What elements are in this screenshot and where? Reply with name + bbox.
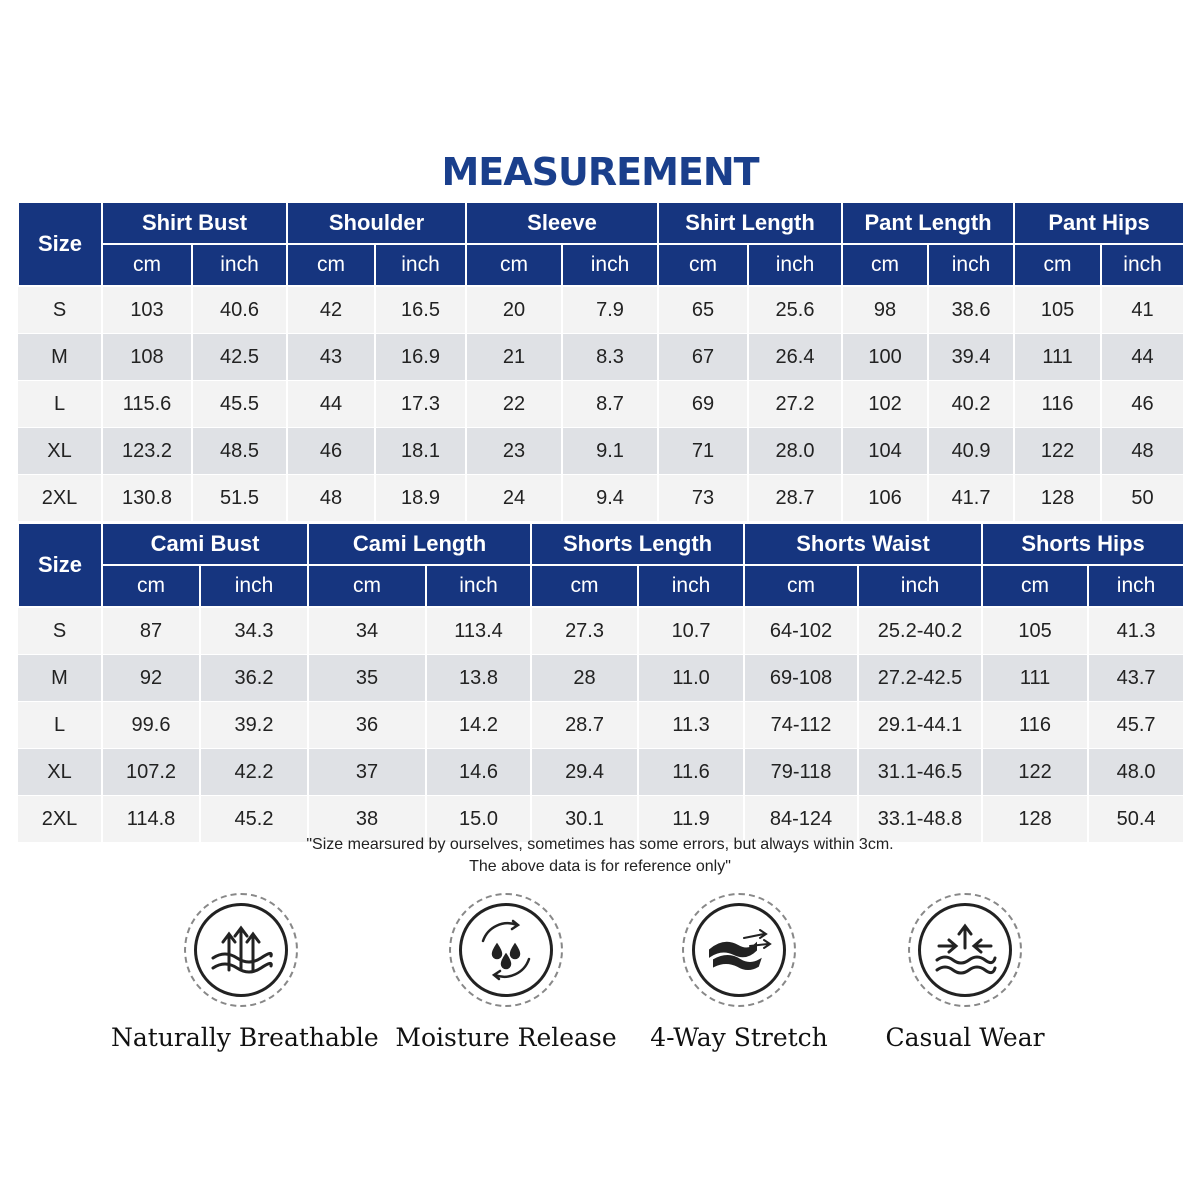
group-header: Cami Length <box>308 523 531 565</box>
table-row <box>18 702 1184 749</box>
value-cell: 48.0 <box>1088 749 1184 796</box>
breathable-icon <box>194 903 288 997</box>
value-cell: 92 <box>102 655 200 702</box>
unit-header-cm: cm <box>658 244 748 286</box>
table-row <box>18 607 1184 655</box>
feature-stretch <box>609 893 869 1052</box>
unit-header-cm: cm <box>982 565 1088 607</box>
feature-label: Moisture Release <box>395 1023 617 1052</box>
value-cell: 21 <box>466 334 562 381</box>
value-cell: 29.1-44.1 <box>858 702 982 749</box>
value-cell: 84-124 <box>744 796 858 843</box>
top-size-table <box>17 201 1185 522</box>
value-cell: 8.3 <box>562 334 658 381</box>
table-row <box>18 428 1184 475</box>
unit-header-inch: inch <box>1101 244 1184 286</box>
value-cell: 116 <box>982 702 1088 749</box>
value-cell: 34 <box>308 607 426 655</box>
unit-header-cm: cm <box>466 244 562 286</box>
size-header: Size <box>18 523 102 607</box>
value-cell: 28.7 <box>531 702 638 749</box>
value-cell: 73 <box>658 475 748 522</box>
value-cell: 69-108 <box>744 655 858 702</box>
group-header: Shirt Bust <box>102 202 287 244</box>
value-cell: 48 <box>1101 428 1184 475</box>
unit-header-cm: cm <box>102 565 200 607</box>
value-cell: 16.9 <box>375 334 466 381</box>
feature-moisture <box>376 893 636 1052</box>
value-cell: 107.2 <box>102 749 200 796</box>
value-cell: 40.9 <box>928 428 1014 475</box>
group-header: Shirt Length <box>658 202 842 244</box>
value-cell: 23 <box>466 428 562 475</box>
value-cell: 104 <box>842 428 928 475</box>
size-header: Size <box>18 202 102 286</box>
group-header: Shorts Length <box>531 523 744 565</box>
value-cell: 27.2-42.5 <box>858 655 982 702</box>
value-cell: 13.8 <box>426 655 531 702</box>
value-cell: 24 <box>466 475 562 522</box>
value-cell: 40.6 <box>192 286 287 334</box>
value-cell: 18.9 <box>375 475 466 522</box>
value-cell: 25.2-40.2 <box>858 607 982 655</box>
value-cell: 8.7 <box>562 381 658 428</box>
value-cell: 18.1 <box>375 428 466 475</box>
stretch-icon <box>692 903 786 997</box>
group-header: Pant Hips <box>1014 202 1184 244</box>
value-cell: 40.2 <box>928 381 1014 428</box>
value-cell: 48 <box>287 475 375 522</box>
value-cell: 105 <box>1014 286 1101 334</box>
page-title: MEASUREMENT <box>441 150 759 194</box>
value-cell: 98 <box>842 286 928 334</box>
feature-circle <box>449 893 563 1007</box>
value-cell: 28.7 <box>748 475 842 522</box>
value-cell: 45.2 <box>200 796 308 843</box>
value-cell: 41 <box>1101 286 1184 334</box>
unit-header-inch: inch <box>426 565 531 607</box>
value-cell: 44 <box>1101 334 1184 381</box>
value-cell: 42.2 <box>200 749 308 796</box>
unit-header-inch: inch <box>562 244 658 286</box>
value-cell: 14.2 <box>426 702 531 749</box>
unit-header-inch: inch <box>200 565 308 607</box>
unit-header-inch: inch <box>638 565 744 607</box>
group-header: Pant Length <box>842 202 1014 244</box>
value-cell: 17.3 <box>375 381 466 428</box>
size-cell: 2XL <box>18 475 102 522</box>
value-cell: 15.0 <box>426 796 531 843</box>
value-cell: 31.1-46.5 <box>858 749 982 796</box>
value-cell: 51.5 <box>192 475 287 522</box>
size-cell: L <box>18 702 102 749</box>
size-cell: S <box>18 607 102 655</box>
value-cell: 69 <box>658 381 748 428</box>
value-cell: 9.1 <box>562 428 658 475</box>
value-cell: 50 <box>1101 475 1184 522</box>
value-cell: 45.5 <box>192 381 287 428</box>
size-cell: M <box>18 334 102 381</box>
feature-circle <box>908 893 1022 1007</box>
feature-breathable <box>111 893 379 1052</box>
value-cell: 42.5 <box>192 334 287 381</box>
value-cell: 39.2 <box>200 702 308 749</box>
size-cell: M <box>18 655 102 702</box>
group-header: Shorts Waist <box>744 523 982 565</box>
value-cell: 39.4 <box>928 334 1014 381</box>
unit-header-cm: cm <box>842 244 928 286</box>
value-cell: 48.5 <box>192 428 287 475</box>
table-row <box>18 334 1184 381</box>
value-cell: 130.8 <box>102 475 192 522</box>
value-cell: 11.3 <box>638 702 744 749</box>
value-cell: 38 <box>308 796 426 843</box>
value-cell: 122 <box>1014 428 1101 475</box>
unit-header-inch: inch <box>748 244 842 286</box>
note-line-2: The above data is for reference only" <box>469 858 731 875</box>
value-cell: 44 <box>287 381 375 428</box>
value-cell: 35 <box>308 655 426 702</box>
table-row <box>18 655 1184 702</box>
unit-header-cm: cm <box>287 244 375 286</box>
value-cell: 30.1 <box>531 796 638 843</box>
value-cell: 105 <box>982 607 1088 655</box>
value-cell: 65 <box>658 286 748 334</box>
moisture-icon <box>459 903 553 997</box>
value-cell: 43 <box>287 334 375 381</box>
value-cell: 10.7 <box>638 607 744 655</box>
value-cell: 37 <box>308 749 426 796</box>
value-cell: 45.7 <box>1088 702 1184 749</box>
value-cell: 79-118 <box>744 749 858 796</box>
value-cell: 11.9 <box>638 796 744 843</box>
feature-circle <box>184 893 298 1007</box>
table-row <box>18 749 1184 796</box>
value-cell: 46 <box>287 428 375 475</box>
value-cell: 128 <box>1014 475 1101 522</box>
value-cell: 9.4 <box>562 475 658 522</box>
value-cell: 16.5 <box>375 286 466 334</box>
unit-header-inch: inch <box>858 565 982 607</box>
value-cell: 116 <box>1014 381 1101 428</box>
unit-header-inch: inch <box>1088 565 1184 607</box>
value-cell: 102 <box>842 381 928 428</box>
unit-header-cm: cm <box>531 565 638 607</box>
value-cell: 114.8 <box>102 796 200 843</box>
size-cell: XL <box>18 428 102 475</box>
value-cell: 100 <box>842 334 928 381</box>
value-cell: 46 <box>1101 381 1184 428</box>
value-cell: 38.6 <box>928 286 1014 334</box>
bottom-size-table <box>17 522 1185 843</box>
value-cell: 7.9 <box>562 286 658 334</box>
feature-label: Naturally Breathable <box>111 1023 379 1052</box>
value-cell: 11.6 <box>638 749 744 796</box>
unit-header-inch: inch <box>928 244 1014 286</box>
value-cell: 11.0 <box>638 655 744 702</box>
group-header: Shorts Hips <box>982 523 1184 565</box>
feature-label: 4-Way Stretch <box>650 1023 828 1052</box>
note-line-1: "Size mearsured by ourselves, sometimes has some errors, but always within 3cm. <box>306 836 894 853</box>
value-cell: 67 <box>658 334 748 381</box>
unit-header-inch: inch <box>375 244 466 286</box>
value-cell: 34.3 <box>200 607 308 655</box>
table-row <box>18 475 1184 522</box>
unit-header-cm: cm <box>744 565 858 607</box>
feature-circle <box>682 893 796 1007</box>
value-cell: 27.2 <box>748 381 842 428</box>
unit-header-cm: cm <box>102 244 192 286</box>
value-cell: 36.2 <box>200 655 308 702</box>
table-row <box>18 381 1184 428</box>
value-cell: 29.4 <box>531 749 638 796</box>
unit-header-cm: cm <box>1014 244 1101 286</box>
table-row <box>18 286 1184 334</box>
value-cell: 41.7 <box>928 475 1014 522</box>
value-cell: 22 <box>466 381 562 428</box>
group-header: Sleeve <box>466 202 658 244</box>
value-cell: 33.1-48.8 <box>858 796 982 843</box>
size-cell: S <box>18 286 102 334</box>
value-cell: 87 <box>102 607 200 655</box>
group-header: Shoulder <box>287 202 466 244</box>
value-cell: 113.4 <box>426 607 531 655</box>
size-cell: L <box>18 381 102 428</box>
value-cell: 128 <box>982 796 1088 843</box>
value-cell: 122 <box>982 749 1088 796</box>
value-cell: 123.2 <box>102 428 192 475</box>
value-cell: 25.6 <box>748 286 842 334</box>
value-cell: 111 <box>1014 334 1101 381</box>
value-cell: 99.6 <box>102 702 200 749</box>
feature-casual <box>835 893 1095 1052</box>
value-cell: 50.4 <box>1088 796 1184 843</box>
value-cell: 74-112 <box>744 702 858 749</box>
value-cell: 115.6 <box>102 381 192 428</box>
value-cell: 108 <box>102 334 192 381</box>
value-cell: 36 <box>308 702 426 749</box>
size-cell: 2XL <box>18 796 102 843</box>
value-cell: 27.3 <box>531 607 638 655</box>
value-cell: 28 <box>531 655 638 702</box>
value-cell: 14.6 <box>426 749 531 796</box>
value-cell: 42 <box>287 286 375 334</box>
value-cell: 41.3 <box>1088 607 1184 655</box>
value-cell: 103 <box>102 286 192 334</box>
value-cell: 71 <box>658 428 748 475</box>
value-cell: 111 <box>982 655 1088 702</box>
size-cell: XL <box>18 749 102 796</box>
casual-icon <box>918 903 1012 997</box>
value-cell: 106 <box>842 475 928 522</box>
value-cell: 43.7 <box>1088 655 1184 702</box>
feature-label: Casual Wear <box>885 1023 1045 1052</box>
value-cell: 26.4 <box>748 334 842 381</box>
disclaimer-note <box>0 834 1200 878</box>
value-cell: 20 <box>466 286 562 334</box>
unit-header-cm: cm <box>308 565 426 607</box>
value-cell: 28.0 <box>748 428 842 475</box>
group-header: Cami Bust <box>102 523 308 565</box>
value-cell: 64-102 <box>744 607 858 655</box>
unit-header-inch: inch <box>192 244 287 286</box>
